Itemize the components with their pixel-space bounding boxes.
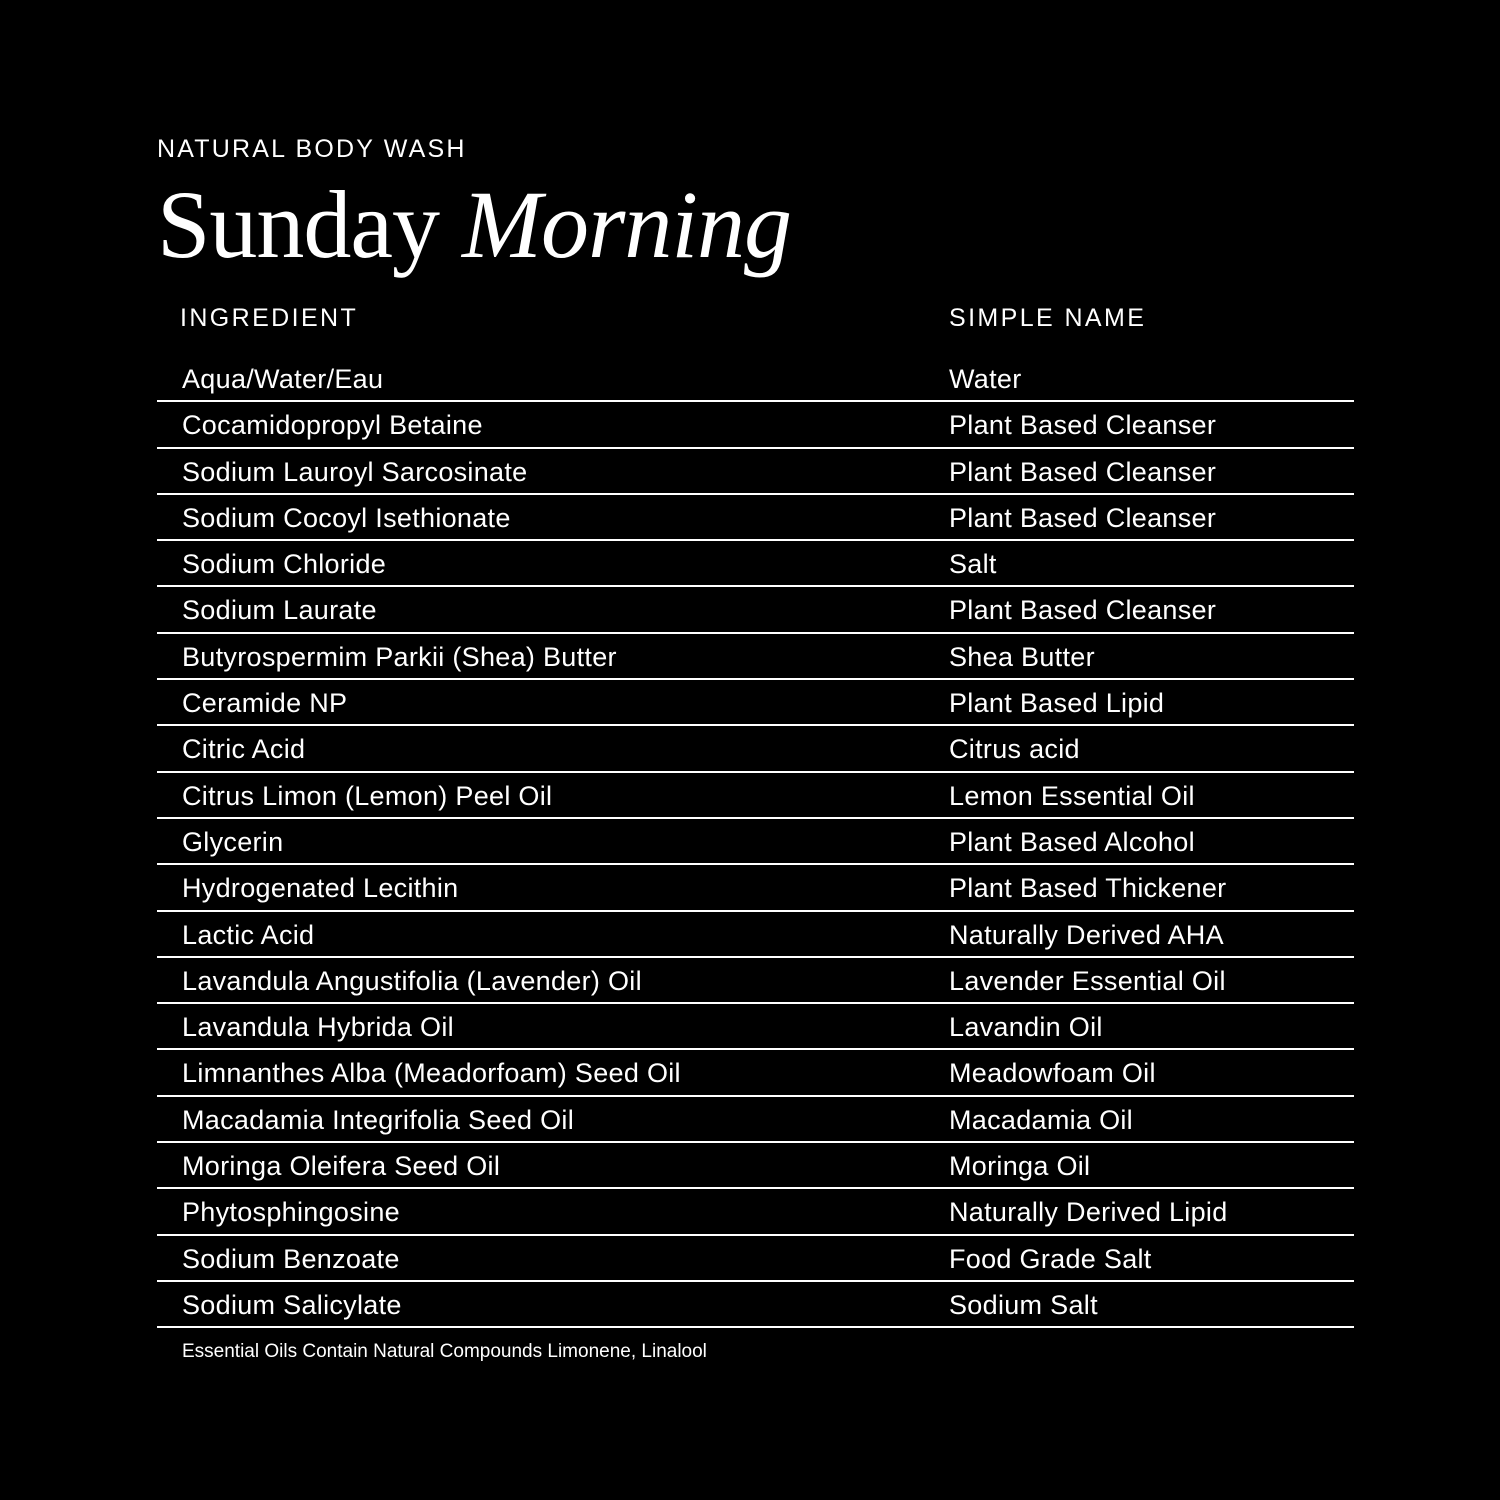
simple-name-cell: Plant Based Cleanser — [949, 456, 1217, 487]
simple-name-cell: Plant Based Alcohol — [949, 826, 1195, 857]
table-row — [157, 726, 1354, 772]
table-row — [157, 1097, 1354, 1143]
ingredient-cell: Citrus Limon (Lemon) Peel Oil — [182, 780, 553, 811]
table-row — [157, 402, 1354, 448]
ingredient-table — [157, 356, 1354, 1328]
ingredient-cell: Lavandula Angustifolia (Lavender) Oil — [182, 965, 642, 996]
simple-name-cell: Macadamia Oil — [949, 1104, 1133, 1135]
simple-name-cell: Shea Butter — [949, 641, 1095, 672]
table-row — [157, 1282, 1354, 1328]
simple-name-cell: Plant Based Thickener — [949, 873, 1227, 904]
simple-name-cell: Lavandin Oil — [949, 1012, 1103, 1043]
ingredient-cell: Butyrospermim Parkii (Shea) Butter — [182, 641, 617, 672]
table-row — [157, 1143, 1354, 1189]
ingredient-cell: Lactic Acid — [182, 919, 315, 950]
table-row — [157, 587, 1354, 633]
ingredient-cell: Moringa Oleifera Seed Oil — [182, 1151, 501, 1182]
table-row — [157, 495, 1354, 541]
table-row — [157, 958, 1354, 1004]
ingredient-cell: Sodium Cocoyl Isethionate — [182, 502, 511, 533]
table-row — [157, 819, 1354, 865]
product-title — [157, 170, 791, 280]
ingredient-cell: Ceramide NP — [182, 688, 348, 719]
column-header-simple-name: SIMPLE NAME — [949, 304, 1147, 332]
table-row — [157, 773, 1354, 819]
simple-name-cell: Plant Based Cleanser — [949, 595, 1217, 626]
ingredient-cell: Lavandula Hybrida Oil — [182, 1012, 454, 1043]
table-row — [157, 449, 1354, 495]
table-row — [157, 1236, 1354, 1282]
simple-name-cell: Meadowfoam Oil — [949, 1058, 1156, 1089]
simple-name-cell: Water — [949, 364, 1022, 394]
ingredient-cell: Citric Acid — [182, 734, 306, 765]
table-row — [157, 912, 1354, 958]
table-row — [157, 680, 1354, 726]
ingredient-cell: Sodium Lauroyl Sarcosinate — [182, 456, 528, 487]
table-row — [157, 1004, 1354, 1050]
table-row — [157, 1189, 1354, 1235]
simple-name-cell: Naturally Derived AHA — [949, 919, 1224, 950]
ingredient-cell: Sodium Laurate — [182, 595, 377, 626]
simple-name-cell: Plant Based Lipid — [949, 688, 1165, 719]
simple-name-cell: Naturally Derived Lipid — [949, 1197, 1228, 1228]
ingredient-cell: Aqua/Water/Eau — [182, 364, 384, 394]
ingredient-cell: Sodium Chloride — [182, 549, 387, 580]
ingredient-cell: Phytosphingosine — [182, 1197, 400, 1228]
ingredient-cell: Sodium Benzoate — [182, 1243, 400, 1274]
ingredient-cell: Sodium Salicylate — [182, 1289, 402, 1320]
simple-name-cell: Sodium Salt — [949, 1289, 1098, 1320]
simple-name-cell: Lavender Essential Oil — [949, 965, 1226, 996]
ingredient-cell: Macadamia Integrifolia Seed Oil — [182, 1104, 574, 1135]
table-row — [157, 634, 1354, 680]
ingredient-cell: Cocamidopropyl Betaine — [182, 410, 483, 441]
ingredient-cell: Limnanthes Alba (Meadorfoam) Seed Oil — [182, 1058, 681, 1089]
footnote: Essential Oils Contain Natural Compounds Limonene, Linalool — [182, 1341, 707, 1362]
simple-name-cell: Lemon Essential Oil — [949, 780, 1195, 811]
simple-name-cell: Salt — [949, 549, 997, 580]
title-regular: Sunday — [157, 171, 439, 278]
column-header-ingredient: INGREDIENT — [180, 304, 359, 332]
table-row — [157, 1050, 1354, 1096]
table-row — [157, 865, 1354, 911]
simple-name-cell: Moringa Oil — [949, 1151, 1091, 1182]
ingredient-cell: Hydrogenated Lecithin — [182, 873, 459, 904]
title-italic: Morning — [462, 171, 791, 278]
simple-name-cell: Citrus acid — [949, 734, 1080, 765]
simple-name-cell: Plant Based Cleanser — [949, 410, 1217, 441]
simple-name-cell: Plant Based Cleanser — [949, 502, 1217, 533]
ingredient-cell: Glycerin — [182, 826, 284, 857]
table-row — [157, 541, 1354, 587]
table-row — [157, 356, 1354, 402]
product-category-label: NATURAL BODY WASH — [157, 135, 467, 163]
simple-name-cell: Food Grade Salt — [949, 1243, 1152, 1274]
